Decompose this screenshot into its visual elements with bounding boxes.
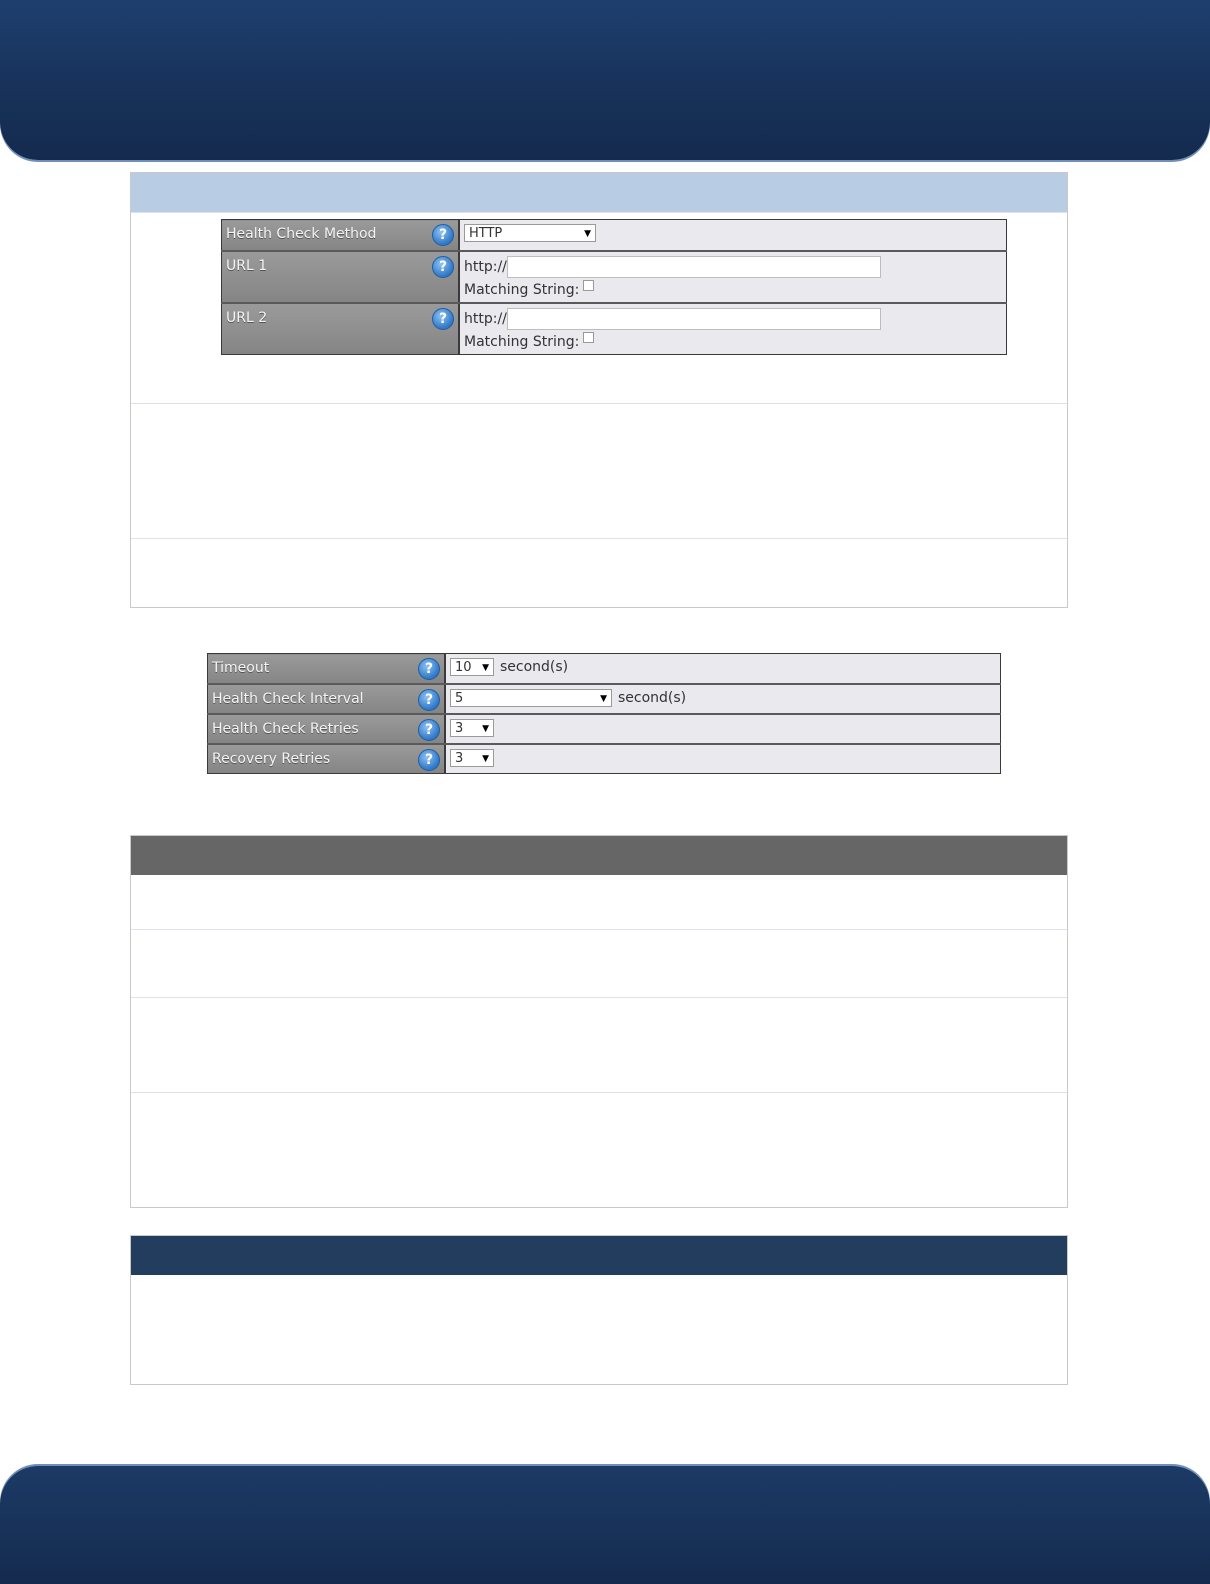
- dropdown-arrow-icon: ▼: [482, 723, 489, 734]
- unit-label: second(s): [500, 659, 569, 675]
- retries-select[interactable]: [450, 719, 494, 737]
- form-label: [222, 303, 460, 355]
- health-check-method-select[interactable]: [464, 224, 596, 242]
- recovery-label: Recovery Retries: [212, 750, 331, 767]
- select-value: 5: [455, 690, 464, 706]
- matching-string-checkbox[interactable]: [583, 332, 594, 343]
- form-row-retries: [208, 714, 1001, 744]
- form-value: [459, 303, 1007, 355]
- form-value: [459, 251, 1007, 303]
- section-row: [131, 403, 1067, 538]
- question-icon[interactable]: ?: [418, 719, 440, 741]
- form-row-url1: [222, 251, 1007, 303]
- dropdown-arrow-icon: ▼: [482, 753, 489, 764]
- timeout-label: Timeout: [212, 660, 270, 676]
- question-icon[interactable]: ?: [432, 256, 454, 278]
- form-label: [208, 684, 446, 714]
- form-value: [445, 714, 1001, 744]
- select-value: 10: [455, 660, 472, 675]
- select-value: 3: [455, 720, 464, 736]
- url-prefix: http://: [464, 310, 507, 327]
- question-icon[interactable]: ?: [418, 749, 440, 771]
- question-icon[interactable]: ?: [432, 308, 454, 330]
- url-prefix: http://: [464, 258, 507, 275]
- method-label: Health Check Method: [226, 226, 377, 242]
- dropdown-arrow-icon: ▼: [600, 693, 607, 704]
- form-value: [445, 744, 1001, 774]
- section-row: [131, 1275, 1067, 1383]
- form-row-recovery: [208, 744, 1001, 774]
- form-label: [208, 744, 446, 774]
- section-header: [131, 1236, 1067, 1275]
- section-row: [131, 538, 1067, 609]
- dropdown-arrow-icon: ▼: [584, 229, 591, 239]
- timeout-select[interactable]: [450, 658, 494, 676]
- question-icon[interactable]: ?: [432, 224, 454, 246]
- matching-string-checkbox[interactable]: [583, 280, 594, 291]
- dropdown-arrow-icon: ▼: [482, 663, 489, 673]
- form-row-interval: [208, 684, 1001, 714]
- section-header: [131, 836, 1067, 875]
- unit-label: second(s): [618, 689, 687, 706]
- matching-string-label: Matching String:: [464, 333, 580, 350]
- section-row: [131, 1092, 1067, 1205]
- form-value: [445, 654, 1001, 684]
- section-row: [131, 875, 1067, 929]
- form-row-method: [222, 220, 1007, 251]
- form-label: [222, 251, 460, 303]
- form-row-url2: [222, 303, 1007, 355]
- section-row: [131, 997, 1067, 1092]
- question-icon[interactable]: ?: [418, 689, 440, 711]
- recovery-select[interactable]: [450, 749, 494, 767]
- description-section-2: [130, 835, 1068, 1208]
- page-footer-banner: [0, 1466, 1210, 1584]
- health-check-form: [221, 219, 1007, 355]
- timing-form: [207, 653, 1001, 774]
- form-label: [208, 714, 446, 744]
- retries-label: Health Check Retries: [212, 720, 359, 737]
- page-header-banner: [0, 0, 1210, 160]
- question-icon[interactable]: ?: [418, 658, 440, 680]
- form-value: [445, 684, 1001, 714]
- interval-label: Health Check Interval: [212, 690, 364, 707]
- url1-input[interactable]: [507, 256, 881, 278]
- matching-string-label: Matching String:: [464, 281, 580, 298]
- section-row: [131, 929, 1067, 997]
- section-header: [131, 173, 1067, 212]
- url2-input[interactable]: [507, 308, 881, 330]
- form-value: [459, 220, 1007, 251]
- form-label: [208, 654, 446, 684]
- interval-select[interactable]: [450, 689, 612, 707]
- url2-label: URL 2: [226, 309, 268, 326]
- description-section-3: [130, 1235, 1068, 1385]
- select-value: 3: [455, 750, 464, 766]
- select-value: HTTP: [469, 226, 503, 241]
- form-row-timeout: [208, 654, 1001, 684]
- url1-label: URL 1: [226, 257, 268, 274]
- form-label: [222, 220, 460, 251]
